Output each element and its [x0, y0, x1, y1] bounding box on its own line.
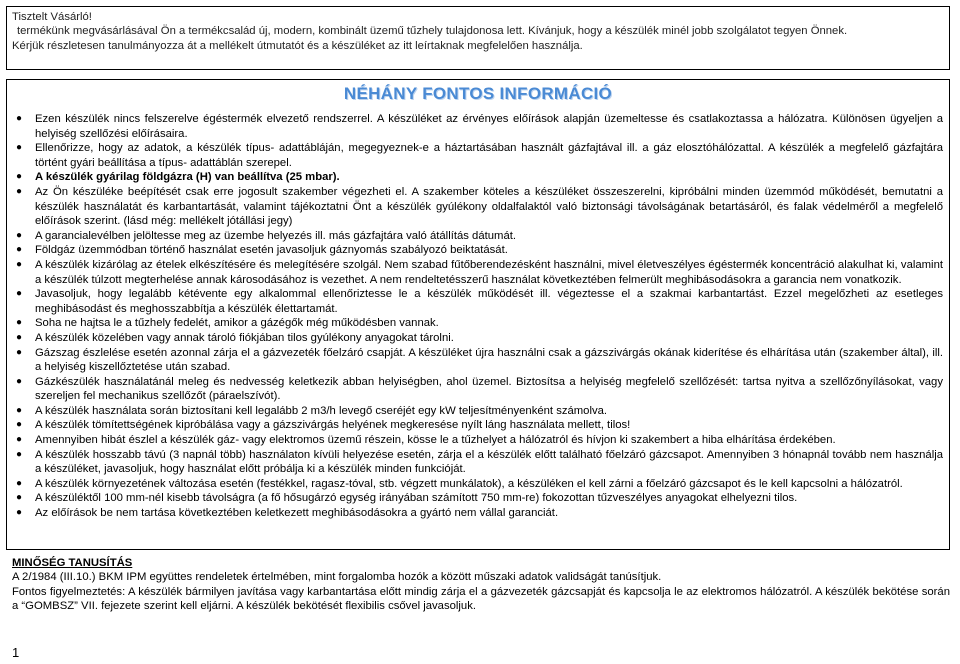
list-item: ● Ezen készülék nincs felszerelve égéstermék elvezető rendszerrel. A készüléket az érvényes előírások alapján üzemeltesse és csatlakoztassa a hálózatra. Különösen ügyeljen a helyiség szellőzési előírásaira.: [16, 113, 943, 140]
greeting: Tisztelt Vásárló!: [12, 11, 92, 23]
bullet-icon: ●: [16, 244, 23, 256]
list-item: ● A készülék kizárólag az ételek elkészítésére és melegítésére szolgál. Nem szabad fűtőberendezésként használni, mivel életveszélyes égéstermék koncentráció alakulhat ki, valamint a készülék túlzott megterhelése annak károsodásához is vezethet. A nem rendeltetésszerű használat következtében felmerült meghibásodásokra a garancia nem vonatkozik.: [16, 258, 943, 286]
bullet-icon: ●: [16, 142, 23, 154]
bullet-icon: ●: [16, 317, 23, 329]
list-item: ● Gázkészülék használatánál meleg és nedvesség keletkezik abban helyiségben, ahol üzemel. Biztosítsa a helyiség megfelelő szellőzését: tartsa nyitva a szellőzőnyílásokat, vagy szereljen fel mechanikus szellőzőt (páraelszívót).: [16, 375, 943, 403]
list-item: ● A készülék közelében vagy annak tároló fiókjában tilos gyúlékony anyagokat tárolni.: [16, 331, 454, 344]
important-list-box: [6, 108, 950, 550]
bullet-icon: ●: [16, 492, 23, 504]
bullet-icon: ●: [16, 113, 23, 124]
page-number: 1: [12, 645, 20, 660]
list-item: ● A garancialevélben jelöltesse meg az üzembe helyezés ill. más gázfajtára való átállítás dátumát.: [16, 229, 517, 242]
list-item: ● A készüléktől 100 mm-nél kisebb távolságra (a fő hősugárzó egység irányában számított 750 mm-re) fokozottan tűzveszélyes anyagokat elhelyezni tilos.: [16, 492, 798, 505]
list-item: ● A készülék használata során biztosítani kell legalább 2 m3/h levegő cseréjét egy kW teljesítményenként számolva.: [16, 404, 608, 417]
bullet-icon: ●: [16, 434, 23, 446]
certificate-line-1: A 2/1984 (III.10.) BKM IPM együttes rendeletek értelmében, mint forgalomba hozók a között műszaki adatok validságát tanúsítjuk.: [12, 571, 662, 584]
certificate-heading: MINŐSÉG TANUSÍTÁS: [12, 557, 133, 569]
list-item: ● A készülék tömítettségének kipróbálása vagy a gázszivárgás helyének megkeresése nyílt láng használata mellett, tilos!: [16, 419, 631, 432]
bullet-icon: ●: [16, 171, 23, 183]
list-item: ● Soha ne hajtsa le a tűzhely fedelét, amikor a gázégők még működésben vannak.: [16, 317, 439, 330]
list-item: ● A készülék gyárilag földgázra (H) van beállítva (25 mbar).: [16, 171, 340, 184]
important-title-box: [6, 79, 950, 109]
list-item: ● Ellenőrizze, hogy az adatok, a készülék típus- adattábláján, megegyeznek-e a háztartásában használt gázfajtával ill. a gáz elosztóhálózattal. A készülék a megfelelő gázfajtára történt gyári beállítása a típus- adattáblán szerepel.: [16, 142, 943, 169]
bullet-icon: ●: [16, 448, 23, 460]
bullet-icon: ●: [16, 346, 23, 358]
list-item: ● A készülék hosszabb távú (3 napnál több) használaton kívüli helyezése esetén, zárja el a készülék előtt található főelzáró gázcsapot. Amennyiben 3 hónapnál tovább nem használja a készüléket, javasoljuk, hogy használat előtt próbálja ki a készülék minden funkcióját.: [16, 448, 943, 476]
bullet-icon: ●: [16, 229, 23, 241]
list-item: ● Az előírások be nem tartása következtében keletkezett meghibásodásokra a gyártó nem vállal garanciát.: [16, 507, 559, 520]
important-title: NÉHÁNY FONTOS INFORMÁCIÓ: [343, 84, 613, 103]
list-item: ● Az Ön készüléke beépítését csak erre jogosult szakember végezheti el. A szakember köteles a készüléket összeszerelni, kipróbálni minden üzemmód működését, bemutatni a készülék használatát és karbantartását, valamint tájékoztatni Önt a készülék gyúlékony oldalfalaktól való biztonsági távolságának betartásáról, és falak védelméről a megfelelő előírások szerint. (lásd még: mellékelt jótállási jegy): [16, 185, 943, 228]
list-item: ● A készülék környezetének változása esetén (festékkel, ragasz-tóval, stb. végzett munkálatok), a készüléken el kell zárni a főelzáró gázcsapot és le kell kapcsolni a hálózatról.: [16, 477, 903, 490]
list-item: ● Földgáz üzemmódban történő használat esetén javasoljuk gáznyomás szabályozó beiktatását.: [16, 244, 508, 257]
bullet-icon: ●: [16, 375, 23, 387]
bullet-icon: ●: [16, 258, 23, 270]
intro-line-1: termékünk megvásárlásával Ön a termékcsalád új, modern, kombinált üzemű tűzhely tulajdonosa lett. Kívánjuk, hogy a készülék minél jobb szolgálatot tegyen Önnek.: [17, 25, 848, 38]
certificate-line-2: Fontos figyelmeztetés: A készülék bármilyen javítása vagy karbantartása előtt mindig zárja el a gázvezeték gázcsapját és kapcsolja le az elektromos hálózatról. A készülék bekötése során a “GOMBSZ” VII. fejezete szerint kell eljárni. A készülék bekötését flexibilis csővel javasoljuk.: [12, 585, 950, 612]
bullet-icon: ●: [16, 185, 23, 197]
bullet-icon: ●: [16, 331, 23, 343]
bullet-icon: ●: [16, 404, 23, 416]
bullet-icon: ●: [16, 419, 23, 431]
bullet-icon: ●: [16, 507, 23, 519]
bullet-icon: ●: [16, 477, 23, 489]
list-item: ● Javasoljuk, hogy legalább kétévente egy alkalommal ellenőriztesse le a készülék működését ill. végeztesse el a szakmai karbantartást. Ezzel megelőzheti az esetleges meghibásodást és meghosszabbítja a készülék élettartamát.: [16, 288, 943, 315]
quality-certificate: [12, 556, 950, 613]
bullet-icon: ●: [16, 288, 23, 300]
intro-box: [6, 6, 950, 70]
list-item: ● Gázszag észlelése esetén azonnal zárja el a gázvezeték főelzáró csapját. A készüléket újra használni csak a gázszivárgás okának kiderítése és elhárítása után (szakember által), ill. a helyiség kiszellőztetése után szabad.: [16, 346, 943, 374]
important-list: [13, 112, 943, 521]
list-item: ● Amennyiben hibát észlel a készülék gáz- vagy elektromos üzemű részein, kösse le a tűzhelyet a hálózatról és hívjon ki szakembert a hiba elhárítása érdekében.: [16, 434, 836, 447]
intro-line-2: Kérjük részletesen tanulmányozza át a mellékelt útmutatót és a készüléket az itt leírtaknak megfelelően használja.: [12, 39, 583, 52]
